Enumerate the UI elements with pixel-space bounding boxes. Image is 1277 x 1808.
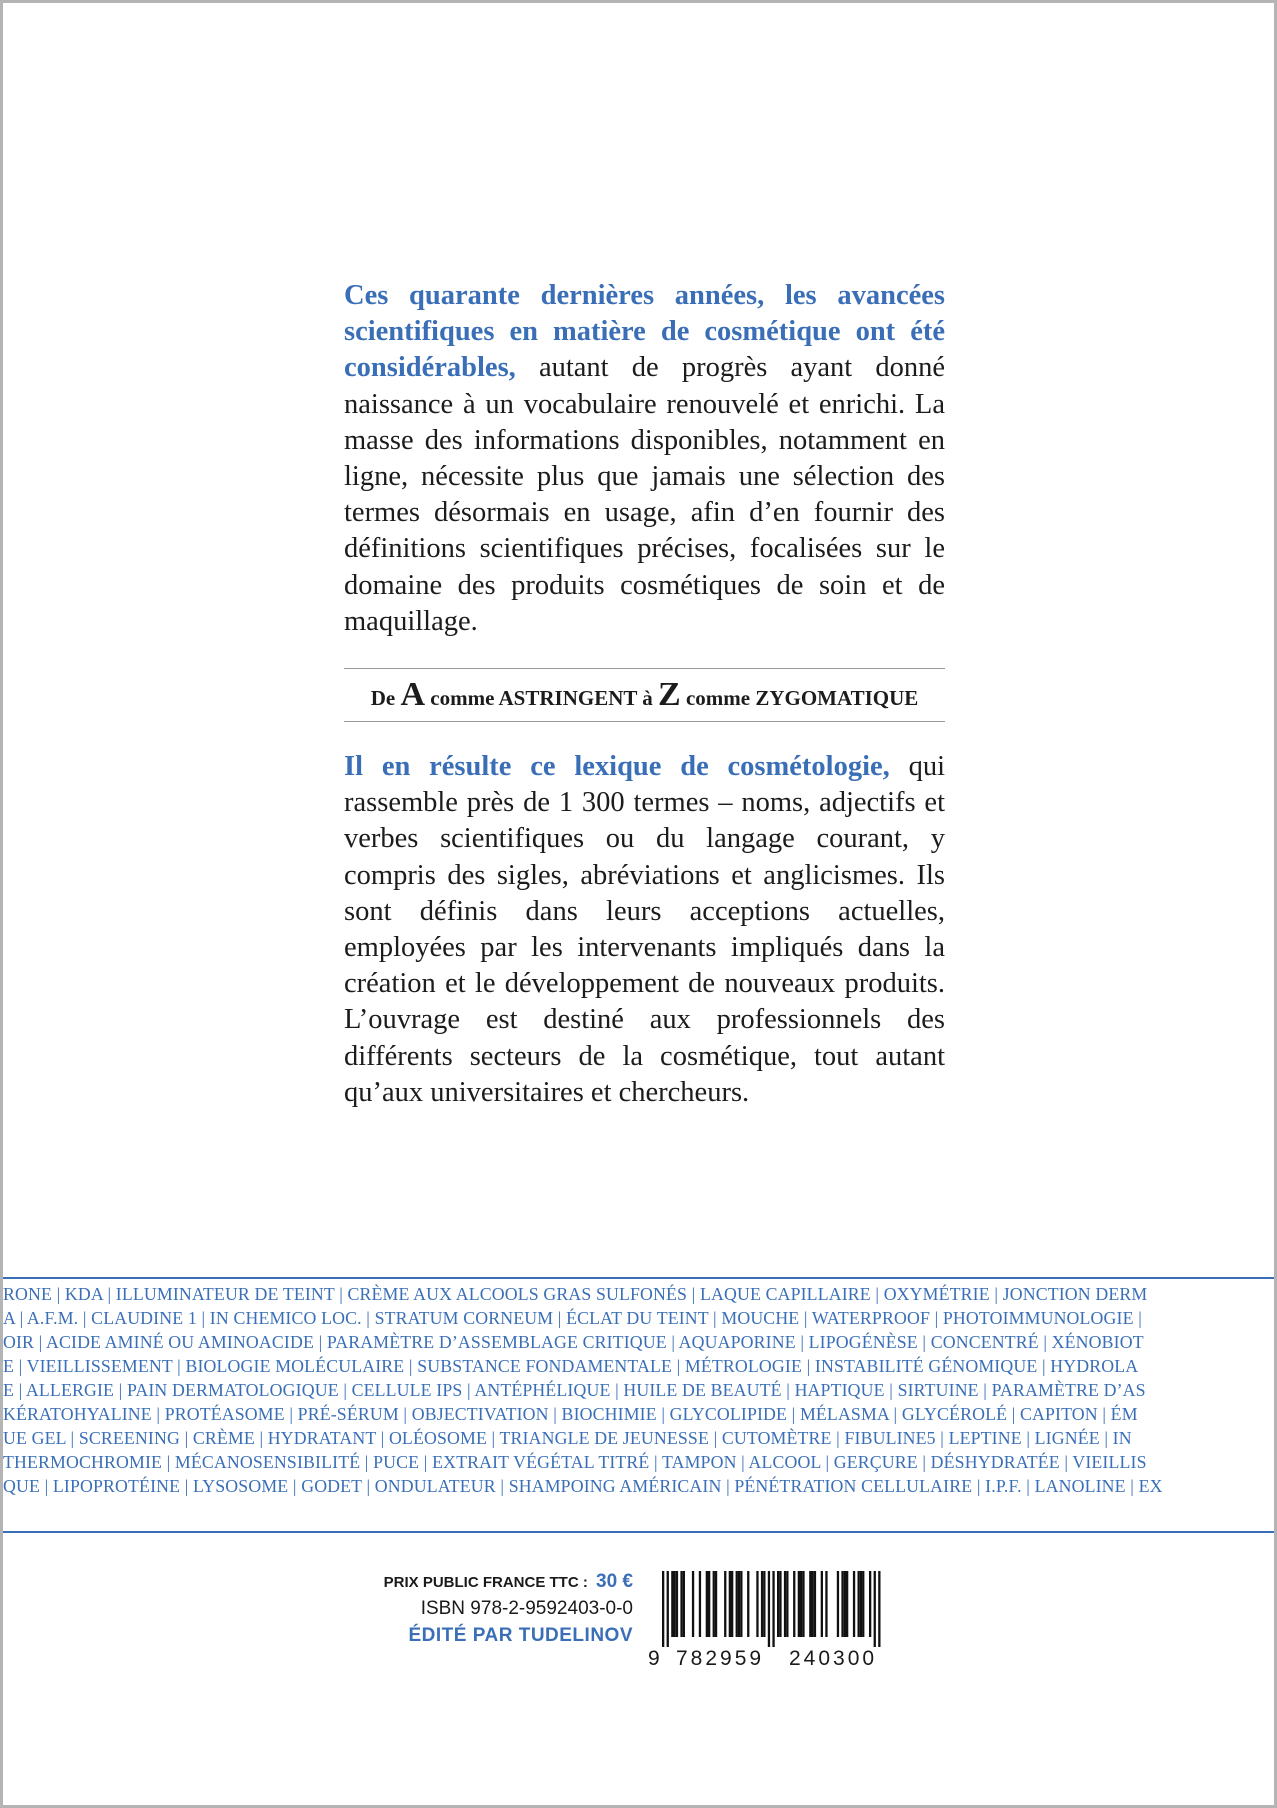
term-line: A | A.F.M. | CLAUDINE 1 | IN CHEMICO LOC. | STRATUM CORNEUM | ÉCLAT DU TEINT | MOUCHE | WATERPROOF | PHOTOIMMUNOLOGIE | bbox=[3, 1308, 1142, 1328]
tagline-letter-z: Z bbox=[658, 676, 681, 713]
intro-body: autant de progrès ayant donné naissance à un vocabulaire renouvelé et enrichi. La masse des informations disponibles, notamment en ligne, nécessite plus que jamais une sélection des termes désormais en usage, afin d’en fournir des définitions scientifiques précises, focalisées sur le domaine des produits cosmétiques de soin et de maquillage. bbox=[344, 352, 946, 637]
barcode-bar bbox=[846, 1571, 848, 1637]
price-label: PRIX PUBLIC FRANCE TTC : bbox=[383, 1574, 588, 1591]
barcode-bar bbox=[809, 1571, 811, 1637]
barcode-bar bbox=[878, 1571, 880, 1647]
barcode-bar bbox=[837, 1571, 839, 1637]
price-value: 30 € bbox=[596, 1571, 633, 1592]
tagline-letter-a: A bbox=[400, 676, 426, 713]
barcode-bar bbox=[779, 1571, 781, 1637]
barcode-bar bbox=[667, 1571, 669, 1647]
barcode-bar bbox=[812, 1571, 814, 1637]
barcode-bar bbox=[662, 1571, 664, 1647]
barcode-bar bbox=[683, 1571, 685, 1637]
barcode-bar bbox=[853, 1571, 855, 1637]
barcode-bar bbox=[825, 1571, 827, 1637]
barcode-bar bbox=[841, 1571, 843, 1637]
barcode-bar bbox=[708, 1571, 710, 1637]
barcode-bar bbox=[777, 1571, 779, 1637]
barcode-bar bbox=[699, 1571, 701, 1637]
barcode-bar bbox=[763, 1571, 765, 1637]
barcode-bar bbox=[715, 1571, 717, 1637]
description-paragraph bbox=[344, 749, 945, 1111]
barcode-bar bbox=[729, 1571, 731, 1637]
term-line: THERMOCHROMIE | MÉCANOSENSIBILITÉ | PUCE | EXTRAIT VÉGÉTAL TITRÉ | TAMPON | ALCOOL | GERÇURE | DÉSHYDRATÉE | VIEILLIS bbox=[3, 1452, 1147, 1472]
barcode-bar bbox=[674, 1571, 676, 1637]
terms-band bbox=[3, 1277, 1274, 1533]
tagline-part-z: comme ZYGOMATIQUE bbox=[685, 686, 919, 710]
barcode-bar bbox=[713, 1571, 715, 1637]
barcode-bar bbox=[761, 1571, 763, 1637]
tagline-de: De bbox=[370, 686, 396, 710]
barcode-bar bbox=[671, 1571, 673, 1637]
barcode-right-group: 240300 bbox=[789, 1647, 878, 1670]
term-line: OIR | ACIDE AMINÉ OU AMINOACIDE | PARAMÈTRE D’ASSEMBLAGE CRITIQUE | AQUAPORINE | LIPOGÉNÈSE | CONCENTRÉ | XÉNOBIOT bbox=[3, 1332, 1144, 1352]
price-line bbox=[368, 1569, 633, 1595]
term-line: UE GEL | SCREENING | CRÈME | HYDRATANT | OLÉOSOME | TRIANGLE DE JEUNESSE | CUTOMÈTRE | FIBULINE5 | LEPTINE | LIGNÉE | IN bbox=[3, 1428, 1132, 1448]
barcode-left-group: 782959 bbox=[676, 1647, 765, 1670]
term-line: KÉRATOHYALINE | PROTÉASOME | PRÉ-SÉRUM | OBJECTIVATION | BIOCHIMIE | GLYCOLIPIDE | MÉLASMA | GLYCÉROLÉ | CAPITON | ÉM bbox=[3, 1404, 1138, 1424]
barcode-bar bbox=[858, 1571, 860, 1637]
tagline-banner bbox=[344, 668, 945, 722]
barcode-bar bbox=[862, 1571, 864, 1637]
barcode-bar bbox=[768, 1571, 770, 1647]
barcode-bar bbox=[802, 1571, 804, 1637]
barcode-bar bbox=[706, 1571, 708, 1637]
term-line: E | VIEILLISSEMENT | BIOLOGIE MOLÉCULAIRE | SUBSTANCE FONDAMENTALE | MÉTROLOGIE | INSTABILITÉ GÉNOMIQUE | HYDROLA bbox=[3, 1356, 1139, 1376]
barcode-bar bbox=[724, 1571, 726, 1637]
barcode-bar bbox=[800, 1571, 802, 1637]
term-line: RONE | KDA | ILLUMINATEUR DE TEINT | CRÈME AUX ALCOOLS GRAS SULFONÉS | LAQUE CAPILLAIRE | OXYMÉTRIE | JONCTION DERM bbox=[3, 1284, 1148, 1304]
barcode-lead-digit: 9 bbox=[648, 1647, 660, 1670]
intro-paragraph bbox=[344, 278, 945, 640]
barcode-bar bbox=[869, 1571, 871, 1637]
isbn: ISBN 978-2-9592403-0-0 bbox=[420, 1598, 633, 1619]
barcode bbox=[648, 1571, 910, 1647]
description-body: qui rassemble près de 1 300 termes – noms, adjectifs et verbes scientifiques ou du langage courant, y compris des sigles, abréviations et anglicismes. Ils sont définis dans leurs acceptions actuelles, employées par les intervenants impliqués dans la création et le développement de nouveaux produits. L’ouvrage est destiné aux professionnels des différents secteurs de la cosmétique, tout autant qu’aux universitaires et chercheurs. bbox=[344, 751, 945, 1108]
barcode-bar bbox=[786, 1571, 788, 1637]
barcode-bar bbox=[860, 1571, 862, 1637]
barcode-bar bbox=[740, 1571, 742, 1637]
barcode-bar bbox=[793, 1571, 795, 1637]
barcode-bar bbox=[692, 1571, 694, 1637]
barcode-bar bbox=[874, 1571, 876, 1647]
description-highlight: Il en résulte ce lexique de cosmétologie, bbox=[344, 751, 890, 782]
barcode-bar bbox=[747, 1571, 749, 1637]
term-line: QUE | LIPOPROTÉINE | LYSOSOME | GODET | ONDULATEUR | SHAMPOING AMÉRICAIN | PÉNÉTRATION CELLULAIRE | I.P.F. | LANOLINE | EX bbox=[3, 1476, 1163, 1496]
barcode-bar bbox=[784, 1571, 786, 1637]
barcode-bar bbox=[680, 1571, 682, 1637]
barcode-bar bbox=[844, 1571, 846, 1637]
barcode-bar bbox=[798, 1571, 800, 1637]
tagline bbox=[371, 676, 919, 714]
term-line: E | ALLERGIE | PAIN DERMATOLOGIQUE | CELLULE IPS | ANTÉPHÉLIQUE | HUILE DE BEAUTÉ | HAPTIQUE | SIRTUINE | PARAMÈTRE D’AS bbox=[3, 1380, 1146, 1400]
price-block bbox=[368, 1569, 633, 1650]
tagline-part-a: comme ASTRINGENT à bbox=[430, 686, 653, 710]
barcode-bar bbox=[772, 1571, 774, 1647]
barcode-bar bbox=[814, 1571, 816, 1637]
publisher: ÉDITÉ PAR TUDELINOV bbox=[408, 1625, 633, 1646]
barcode-bar bbox=[738, 1571, 740, 1637]
barcode-bar bbox=[731, 1571, 733, 1637]
barcode-bar bbox=[676, 1571, 678, 1637]
intro-highlight: Ces quarante dernières années, les avancées scientifiques en matière de cosmétique ont été considérables, bbox=[344, 280, 945, 384]
barcode-bar bbox=[736, 1571, 738, 1637]
barcode-bar bbox=[756, 1571, 758, 1637]
barcode-bar bbox=[821, 1571, 823, 1637]
